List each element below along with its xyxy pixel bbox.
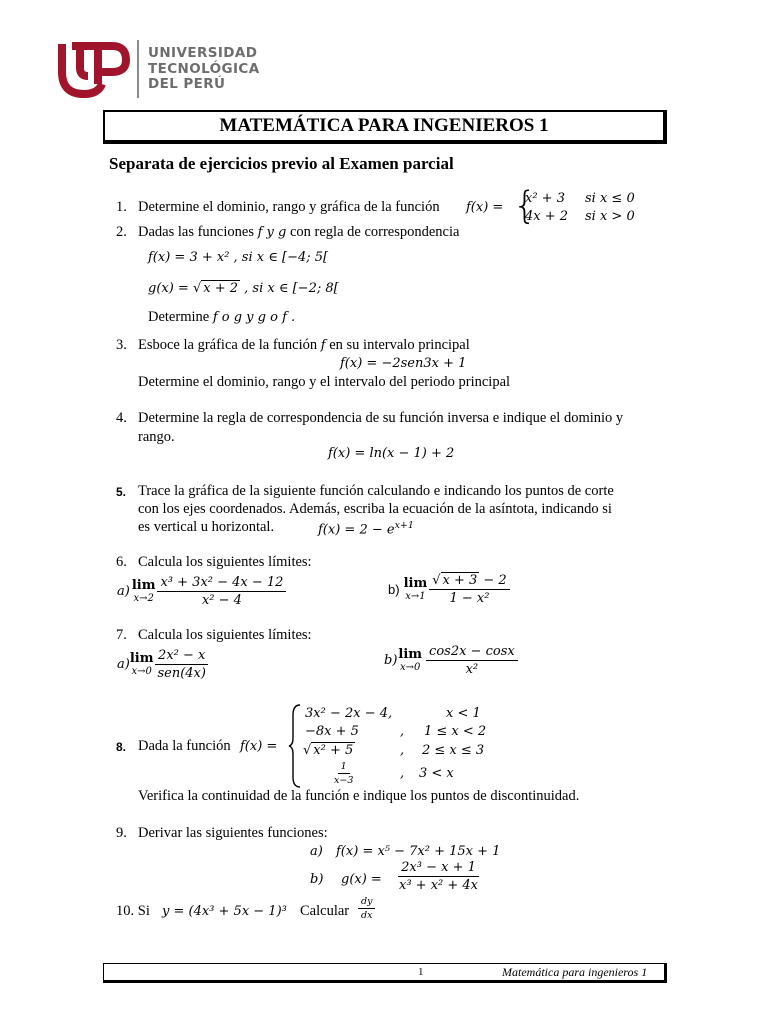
limit-operator <box>404 577 428 602</box>
g-radicand: x + 2 <box>203 281 239 296</box>
exercise-number: 7. <box>116 627 127 643</box>
formula-exponent: x+1 <box>394 520 414 531</box>
exercise-number: 1. <box>116 199 127 215</box>
formula-b-fraction <box>396 860 481 893</box>
exercise-line-2: con los ejes coordenados. Además, escriba la ecuación de la asíntota, indicando si <box>138 501 612 517</box>
limit-a <box>117 648 209 681</box>
exercise-number: 6. <box>116 554 127 570</box>
denominator: x−3 <box>334 775 354 786</box>
function-lhs: f(x) = <box>466 200 504 215</box>
limit-fraction <box>426 644 518 677</box>
exercise-after-text: Verifica la continuidad de la función e indique los puntos de discontinuidad. <box>138 788 580 804</box>
case-4-cond: 3 < x <box>419 766 454 781</box>
exercise-number: 3. <box>116 337 127 353</box>
exercise-number: 4. <box>116 410 127 426</box>
numerator: cos2x − cosx <box>426 644 518 661</box>
case-3-expr <box>303 743 355 758</box>
formula-a: f(x) = x⁵ − 7x² + 15x + 1 <box>336 844 501 859</box>
function-symbol: f <box>320 338 326 353</box>
case-4-sep: , <box>400 766 405 781</box>
formula-b-lhs: g(x) = <box>341 872 382 887</box>
composition-math: f o g y g o f . <box>212 310 296 325</box>
denominator: sen(4x) <box>157 666 206 681</box>
limit-operator <box>132 579 156 604</box>
denominator: dx <box>361 910 373 921</box>
case-2-expr: 4x + 2 <box>525 209 569 224</box>
numerator: dy <box>358 896 375 909</box>
g-definition <box>148 281 339 296</box>
exercise-number: 8. <box>116 740 127 754</box>
radical-icon: √ <box>192 281 202 296</box>
limit-b <box>384 644 518 677</box>
page-footer <box>103 963 667 983</box>
exercise-text-a: Esboce la gráfica de la función <box>138 337 318 353</box>
case-1-expr: x² + 3 <box>525 191 565 206</box>
function-names: f y g <box>257 225 287 240</box>
page-subtitle: Separata de ejercicios previo al Examen parcial <box>109 154 454 173</box>
numerator: 1 <box>338 761 350 774</box>
exercise-text: Calcula los siguientes límites: <box>138 554 312 570</box>
exercise-text-b: con regla de correspondencia <box>289 224 460 240</box>
limit-a <box>117 575 286 608</box>
exercise-text-a: Dadas las funciones <box>138 224 254 240</box>
case-2-expr: −8x + 5 <box>305 724 359 739</box>
denominator: 1 − x² <box>449 591 490 606</box>
item-label: a) <box>117 657 130 672</box>
exercise-number: 9. <box>116 825 127 841</box>
denominator: x² <box>465 662 479 677</box>
limit-fraction <box>154 648 208 681</box>
numerator: 2x³ − x + 1 <box>398 860 479 877</box>
limit-b <box>388 573 510 606</box>
radicand: x² + 5 <box>313 743 354 758</box>
page-number: 1 <box>418 966 424 978</box>
case-1-expr: 3x² − 2x − 4, <box>305 706 393 721</box>
exercise-line-3: es vertical u horizontal. <box>138 519 275 535</box>
formula <box>318 520 414 537</box>
university-logo <box>58 38 260 100</box>
g-domain: , si x ∈ [−2; 8[ <box>240 281 339 296</box>
lim-sub: x→0 <box>131 666 152 678</box>
case-1-cond: x < 1 <box>446 706 481 721</box>
item-label: b) <box>384 653 398 668</box>
logo-divider <box>137 40 139 98</box>
item-label: a) <box>117 584 130 599</box>
case-4-fraction <box>331 761 356 786</box>
big-brace-icon <box>288 703 302 789</box>
determine-label: Determine <box>148 309 210 325</box>
derivative-fraction <box>358 896 375 921</box>
item-label: b) <box>310 872 324 887</box>
radical-icon: √ <box>432 573 441 588</box>
exercise-text: Determine el dominio, rango y gráfica de la función <box>138 199 440 215</box>
limit-fraction <box>429 573 510 606</box>
limit-operator <box>130 652 154 677</box>
lim-word: lim <box>131 577 156 593</box>
limit-fraction <box>157 575 286 608</box>
logo-line-3: DEL PERÚ <box>148 76 226 92</box>
formula: f(x) = −2sen3x + 1 <box>340 356 467 371</box>
case-1-cond: si x ≤ 0 <box>585 191 635 206</box>
exercise-number: 2. <box>116 224 127 240</box>
exercise-text: Calcular <box>300 903 350 919</box>
numerator <box>429 573 510 590</box>
exercise-text <box>138 337 470 354</box>
logo-line-2: TECNOLÓGICA <box>148 60 260 77</box>
logo-line-1: UNIVERSIDAD <box>148 45 258 61</box>
case-3-cond: 2 ≤ x ≤ 3 <box>422 743 485 758</box>
exercise-text-c: Determine el dominio, rango y el intervalo del periodo principal <box>138 374 511 390</box>
f-definition: f(x) = 3 + x² , si x ∈ [−4; 5[ <box>148 250 329 265</box>
g-lhs: g(x) = <box>148 281 193 296</box>
denominator: x² − 4 <box>201 593 242 608</box>
utp-emblem-icon <box>58 38 130 100</box>
lim-word: lim <box>129 650 154 666</box>
footer-course: Matemática para ingenieros 1 <box>502 965 648 979</box>
lim-word: lim <box>403 575 428 591</box>
exercise-text-b: en su intervalo principal <box>329 337 470 353</box>
exercise-text: Calcula los siguientes límites: <box>138 627 312 643</box>
exercise-text: Derivar las siguientes funciones: <box>138 825 328 841</box>
radical-icon: √ <box>303 743 312 758</box>
function-lhs: f(x) = <box>240 739 278 754</box>
exercise-number: 5. <box>116 485 127 499</box>
radicand: x + 3 <box>442 573 478 588</box>
exercise-line-1: Trace la gráfica de la siguiente función calculando e indicando los puntos de corte <box>138 483 614 499</box>
lim-sub: x→1 <box>405 591 426 603</box>
determine-text <box>148 309 295 326</box>
exercise-number: 10. Si <box>116 903 150 919</box>
lim-sub: x→2 <box>133 593 154 605</box>
item-label: a) <box>310 844 323 859</box>
numerator-rest: − 2 <box>479 573 507 588</box>
numerator: x³ + 3x² − 4x − 12 <box>157 575 286 592</box>
lim-sub: x→0 <box>400 662 421 674</box>
case-2-cond: si x > 0 <box>585 209 635 224</box>
formula: y = (4x³ + 5x − 1)³ <box>162 904 287 919</box>
case-2-sep: , <box>400 724 405 739</box>
formula: f(x) = ln(x − 1) + 2 <box>328 446 455 461</box>
brace-icon: { <box>513 184 537 227</box>
numerator: 2x² − x <box>155 648 208 665</box>
case-2-cond: 1 ≤ x < 2 <box>424 724 487 739</box>
exercise-text <box>138 224 459 241</box>
page-title: MATEMÁTICA PARA INGENIEROS 1 <box>219 115 549 136</box>
lim-word: lim <box>398 646 423 662</box>
case-3-sep: , <box>400 743 405 758</box>
denominator: x³ + x² + 4x <box>399 878 479 893</box>
title-box <box>103 110 667 144</box>
limit-operator <box>398 648 422 673</box>
exercise-text-b: rango. <box>138 429 175 445</box>
item-label: b) <box>388 582 400 597</box>
formula-base: f(x) = 2 − e <box>318 522 395 538</box>
exercise-text: Dada la función <box>138 738 231 754</box>
exercise-text-a: Determine la regla de correspondencia de su función inversa e indique el dominio y <box>138 410 624 426</box>
logo-wordmark <box>148 46 260 93</box>
